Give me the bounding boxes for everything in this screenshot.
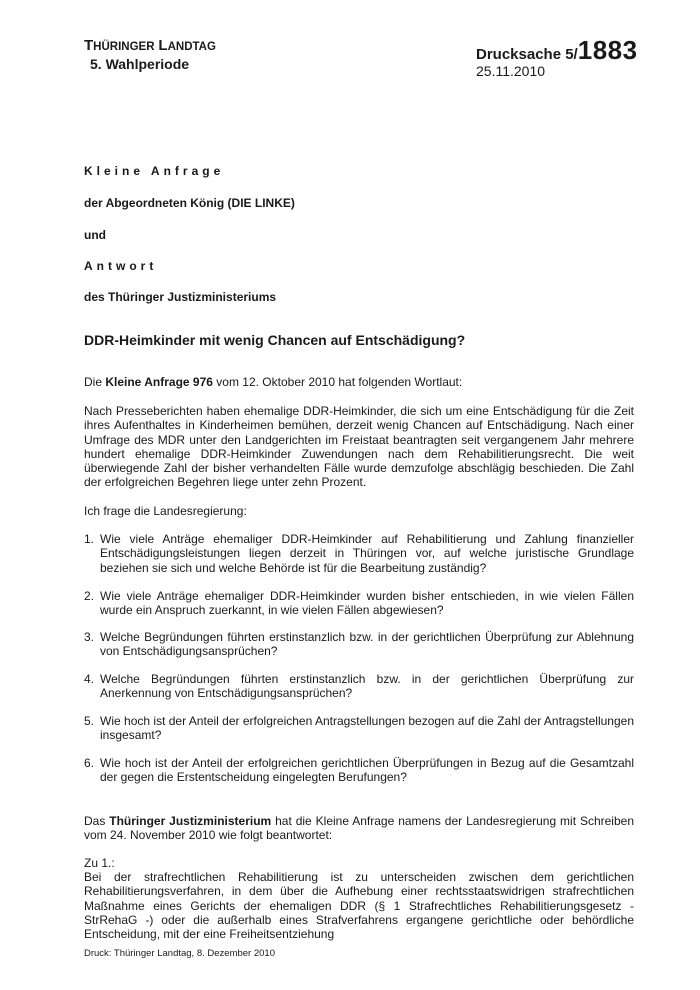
- answer-1-heading: Zu 1.:: [84, 856, 115, 870]
- question-item: [84, 672, 634, 701]
- question-item: [84, 630, 634, 659]
- drucksache-block: [476, 35, 638, 79]
- intro-pre: Die: [84, 375, 106, 389]
- abgeordnete-line: der Abgeordneten König (DIE LINKE): [84, 196, 295, 210]
- question-item: [84, 589, 634, 618]
- question-number: 4.: [84, 672, 95, 686]
- answer-intro-pre: Das: [84, 814, 110, 828]
- question-paragraph: Nach Presseberichten haben ehemalige DDR-Heimkinder, die sich um eine Entschädigung für die Zeit ihres Aufenthaltes in Kinderheimen bemühen, derzeit wenig Chancen auf Entschädigung. Nach einer Umfrage des MDR unter den Landgerichten im Freistaat beantragten seit vergangenem Jahr mehrere hundert ehemalige DDR-Heimkinder Zuwendungen nach dem Rehabilitierungsrecht. Die weit überwiegende Zahl der bisher verhandelten Fälle wurde demzufolge abschlägig beschieden. Die Zahl der erfolgreichen Begehren liege unter zehn Prozent.: [84, 404, 634, 490]
- answer-intro-bold: Thüringer Justizministerium: [109, 814, 272, 828]
- question-text: Welche Begründungen führten erstinstanzlich bzw. in der gerichtlichen Überprüfung zur Ablehnung von Entschädigungsansprüchen?: [100, 630, 634, 659]
- drucksache-date: 25.11.2010: [476, 63, 546, 79]
- question-number: 3.: [84, 630, 95, 644]
- drucksache-number: 1883: [577, 35, 638, 65]
- question-text: Welche Begründungen führten erstinstanzlich bzw. in der gerichtlichen Überprüfung zur Anerkennung von Entschädigungsansprüchen?: [100, 672, 634, 701]
- ministerium-line: des Thüringer Justizministeriums: [84, 290, 277, 304]
- parliament-name: THÜRINGER LANDTAG: [84, 37, 216, 54]
- answer-1-text: Bei der strafrechtlichen Rehabilitierung ist zu unterscheiden zwischen dem gerichtlichen Rehabilitierungsverfahren, in dem über die Aufhebung einer rechtsstaatswidrigen strafrechtlichen Maßnahme eines Gerichts der ehemaligen DDR (§ 1 Strafrechtliches Rehabilitierungsgesetz - StrRehaG -) oder die außerhalb eines Strafverfahrens ergangene gerichtliche oder behördliche Entscheidung, mit der eine Freiheitsentziehung: [84, 870, 634, 942]
- question-text: Wie viele Anträge ehemaliger DDR-Heimkinder wurden bisher entschieden, in wie vielen Fällen wurde ein Anspruch zuerkannt, in wie vielen Fällen abgewiesen?: [100, 589, 634, 618]
- question-item: [84, 756, 634, 785]
- question-text: Wie viele Anträge ehemaliger DDR-Heimkinder auf Rehabilitierung und Zahlung finanzieller Entschädigungsleistungen liegen derzeit in Thüringen vor, auf welche juristische Grundlage beziehen sie sich und welche Behörde ist für die Bearbeitung zuständig?: [100, 532, 634, 575]
- document-title: DDR-Heimkinder mit wenig Chancen auf Entschädigung?: [84, 332, 466, 348]
- question-item: [84, 532, 634, 575]
- ask-intro: Ich frage die Landesregierung:: [84, 504, 247, 518]
- print-footer: Druck: Thüringer Landtag, 8. Dezember 2010: [84, 948, 275, 959]
- antwort-heading: Antwort: [84, 259, 158, 273]
- legislative-period: 5. Wahlperiode: [90, 56, 190, 72]
- answer-intro-post: hat die Kleine Anfrage namens der Landesregierung mit Schreiben vom 24. November 2010 wie folgt beantwortet:: [84, 814, 634, 843]
- question-text: Wie hoch ist der Anteil der erfolgreichen gerichtlichen Überprüfungen in Bezug auf die Gesamtzahl der gegen die Erstentscheidung eingelegten Berufungen?: [100, 756, 634, 785]
- question-item: [84, 714, 634, 743]
- intro-post: vom 12. Oktober 2010 hat folgenden Wortlaut:: [212, 375, 463, 389]
- question-number: 5.: [84, 714, 95, 728]
- und-line: und: [84, 228, 106, 242]
- kleine-anfrage-heading: Kleine Anfrage: [84, 164, 225, 178]
- question-number: 2.: [84, 589, 95, 603]
- answer-intro: [84, 814, 634, 843]
- question-number: 1.: [84, 532, 95, 546]
- question-text: Wie hoch ist der Anteil der erfolgreichen Antragstellungen bezogen auf die Zahl der Antragstellungen insgesamt?: [100, 714, 634, 743]
- question-number: 6.: [84, 756, 95, 770]
- parliament-header: [84, 37, 216, 73]
- drucksache-label: Drucksache 5/: [476, 46, 578, 63]
- intro-bold: Kleine Anfrage 976: [105, 375, 213, 389]
- intro-line: [84, 375, 634, 389]
